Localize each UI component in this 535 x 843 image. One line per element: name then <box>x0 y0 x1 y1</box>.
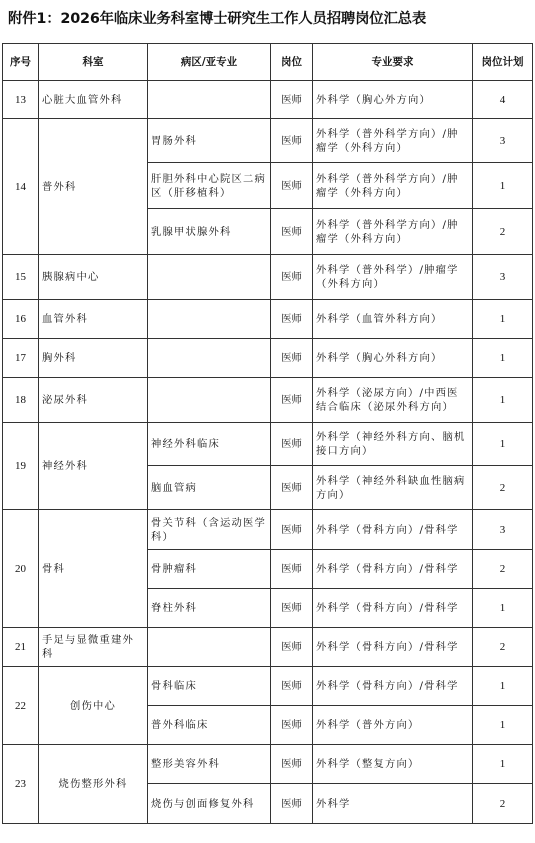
table-row <box>3 255 533 300</box>
row-number: 15 <box>3 255 39 300</box>
subspecialty-cell <box>148 81 271 119</box>
row-number: 21 <box>3 628 39 667</box>
table-row <box>3 423 533 466</box>
post-cell: 医师 <box>271 300 313 339</box>
plan-cell: 3 <box>473 119 533 163</box>
department-cell: 血管外科 <box>39 300 148 339</box>
plan-cell: 2 <box>473 784 533 824</box>
subspecialty-cell: 骨科临床 <box>148 667 271 706</box>
requirement-cell: 外科学（胸心外科方向） <box>313 339 473 378</box>
post-cell: 医师 <box>271 550 313 589</box>
post-cell: 医师 <box>271 510 313 550</box>
header-requirement: 专业要求 <box>313 44 473 81</box>
subspecialty-cell <box>148 255 271 300</box>
subspecialty-cell: 骨关节科（含运动医学科） <box>148 510 271 550</box>
plan-cell: 3 <box>473 510 533 550</box>
header-plan: 岗位计划 <box>473 44 533 81</box>
table-row <box>3 628 533 667</box>
subspecialty-cell: 脑血管病 <box>148 466 271 510</box>
department-cell: 胸外科 <box>39 339 148 378</box>
subspecialty-cell <box>148 339 271 378</box>
post-cell: 医师 <box>271 255 313 300</box>
plan-cell: 1 <box>473 378 533 423</box>
requirement-cell: 外科学（骨科方向）/骨科学 <box>313 667 473 706</box>
plan-cell: 2 <box>473 628 533 667</box>
post-cell: 医师 <box>271 466 313 510</box>
plan-cell: 4 <box>473 81 533 119</box>
plan-cell: 1 <box>473 423 533 466</box>
post-cell: 医师 <box>271 81 313 119</box>
post-cell: 医师 <box>271 163 313 209</box>
plan-cell: 1 <box>473 163 533 209</box>
subspecialty-cell <box>148 628 271 667</box>
plan-cell: 1 <box>473 300 533 339</box>
recruitment-table <box>2 43 533 824</box>
table-header-row <box>3 44 533 81</box>
row-number: 16 <box>3 300 39 339</box>
requirement-cell: 外科学（胸心外方向） <box>313 81 473 119</box>
subspecialty-cell <box>148 300 271 339</box>
row-number: 19 <box>3 423 39 510</box>
requirement-cell: 外科学（普外科学方向）/肿瘤学（外科方向） <box>313 119 473 163</box>
department-cell: 神经外科 <box>39 423 148 510</box>
requirement-cell: 外科学（整复方向） <box>313 745 473 784</box>
table-row <box>3 119 533 163</box>
page-title: 附件1：2026年临床业务科室博士研究生工作人员招聘岗位汇总表 <box>8 11 427 27</box>
header-post: 岗位 <box>271 44 313 81</box>
subspecialty-cell: 脊柱外科 <box>148 589 271 628</box>
requirement-cell: 外科学（骨科方向）/骨科学 <box>313 550 473 589</box>
requirement-cell: 外科学（普外方向） <box>313 706 473 745</box>
post-cell: 医师 <box>271 209 313 255</box>
subspecialty-cell: 整形美容外科 <box>148 745 271 784</box>
department-cell: 普外科 <box>39 119 148 255</box>
plan-cell: 1 <box>473 745 533 784</box>
requirement-cell: 外科学（普外科学方向）/肿瘤学（外科方向） <box>313 163 473 209</box>
table-row <box>3 81 533 119</box>
row-number: 20 <box>3 510 39 628</box>
table-row <box>3 378 533 423</box>
table-row <box>3 745 533 784</box>
subspecialty-cell: 烧伤与创面修复外科 <box>148 784 271 824</box>
post-cell: 医师 <box>271 423 313 466</box>
department-cell: 烧伤整形外科 <box>39 745 148 824</box>
subspecialty-cell: 乳腺甲状腺外科 <box>148 209 271 255</box>
post-cell: 医师 <box>271 784 313 824</box>
requirement-cell: 外科学（普外科学方向）/肿瘤学（外科方向） <box>313 209 473 255</box>
table-row <box>3 300 533 339</box>
department-cell: 泌尿外科 <box>39 378 148 423</box>
plan-cell: 2 <box>473 550 533 589</box>
post-cell: 医师 <box>271 339 313 378</box>
post-cell: 医师 <box>271 667 313 706</box>
plan-cell: 1 <box>473 339 533 378</box>
department-cell: 手足与显微重建外科 <box>39 628 148 667</box>
plan-cell: 2 <box>473 209 533 255</box>
post-cell: 医师 <box>271 706 313 745</box>
post-cell: 医师 <box>271 628 313 667</box>
plan-cell: 3 <box>473 255 533 300</box>
table-row <box>3 510 533 550</box>
row-number: 23 <box>3 745 39 824</box>
row-number: 13 <box>3 81 39 119</box>
row-number: 18 <box>3 378 39 423</box>
subspecialty-cell: 胃肠外科 <box>148 119 271 163</box>
header-department: 科室 <box>39 44 148 81</box>
post-cell: 医师 <box>271 119 313 163</box>
subspecialty-cell: 肝胆外科中心院区二病区（肝移植科） <box>148 163 271 209</box>
row-number: 14 <box>3 119 39 255</box>
requirement-cell: 外科学（骨科方向）/骨科学 <box>313 510 473 550</box>
requirement-cell: 外科学（泌尿方向）/中西医结合临床（泌尿外科方向） <box>313 378 473 423</box>
row-number: 22 <box>3 667 39 745</box>
plan-cell: 2 <box>473 466 533 510</box>
subspecialty-cell: 神经外科临床 <box>148 423 271 466</box>
subspecialty-cell: 骨肿瘤科 <box>148 550 271 589</box>
plan-cell: 1 <box>473 589 533 628</box>
requirement-cell: 外科学（骨科方向）/骨科学 <box>313 589 473 628</box>
requirement-cell: 外科学（神经外科缺血性脑病方向） <box>313 466 473 510</box>
subspecialty-cell <box>148 378 271 423</box>
department-cell: 心脏大血管外科 <box>39 81 148 119</box>
header-subspecialty: 病区/亚专业 <box>148 44 271 81</box>
department-cell: 胰腺病中心 <box>39 255 148 300</box>
requirement-cell: 外科学（骨科方向）/骨科学 <box>313 628 473 667</box>
table-row <box>3 339 533 378</box>
department-cell: 创伤中心 <box>39 667 148 745</box>
subspecialty-cell: 普外科临床 <box>148 706 271 745</box>
requirement-cell: 外科学 <box>313 784 473 824</box>
plan-cell: 1 <box>473 706 533 745</box>
plan-cell: 1 <box>473 667 533 706</box>
table-row <box>3 667 533 706</box>
post-cell: 医师 <box>271 378 313 423</box>
department-cell: 骨科 <box>39 510 148 628</box>
post-cell: 医师 <box>271 745 313 784</box>
requirement-cell: 外科学（神经外科方向、脑机接口方向） <box>313 423 473 466</box>
post-cell: 医师 <box>271 589 313 628</box>
requirement-cell: 外科学（普外科学）/肿瘤学（外科方向） <box>313 255 473 300</box>
header-number: 序号 <box>3 44 39 81</box>
requirement-cell: 外科学（血管外科方向） <box>313 300 473 339</box>
row-number: 17 <box>3 339 39 378</box>
